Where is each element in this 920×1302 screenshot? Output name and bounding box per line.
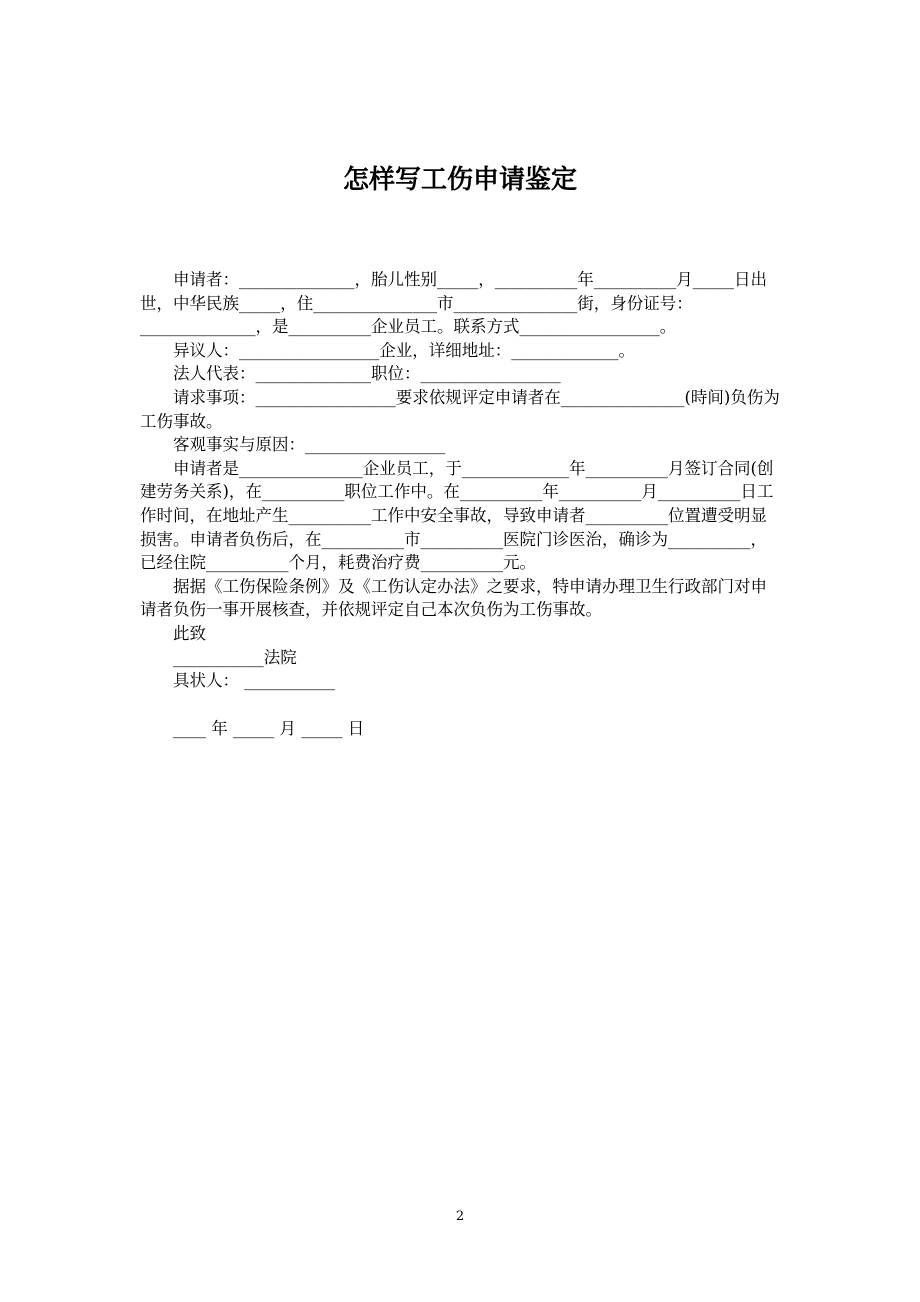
document-title: 怎样写工伤申请鉴定 bbox=[342, 165, 577, 195]
applicant-paragraph: 申请者：______________，胎儿性别_____，__________年__________月_____日出世，中华民族_____，住_______________市_______________街，身份证号：______________，是__________企业员工。联系方式_________________。 bbox=[140, 270, 767, 337]
facts-heading: 客观事实与原因：_________________ bbox=[173, 435, 446, 455]
page-number: 2 bbox=[455, 1209, 465, 1224]
closing-line: 此致 bbox=[173, 623, 206, 643]
respondent-paragraph: 异议人：_________________企业，详细地址：_____________。 bbox=[173, 340, 635, 360]
facts-paragraph: 申请者是_______________企业员工，于_____________年__________月签订合同(创建劳务关系)，在__________职位工作中。在__________年__________月__________日工作时间，在地址产生__________工作中安全事故，导致申请者__________位置遭受明显损害。申请者负伤后，在__________市__________医院门诊医治，确诊为__________，已经住院__________个月，耗费治疗费__________元。 bbox=[140, 458, 774, 573]
spacer bbox=[140, 693, 780, 717]
document-body bbox=[140, 268, 780, 740]
basis-paragraph: 据据《工伤保险条例》及《工伤认定办法》之要求，特申请办理卫生行政部门对申请者负伤一事开展核查，并依规评定自己本次负伤为工伤事故。 bbox=[140, 576, 767, 620]
legal-representative-paragraph: 法人代表：______________职位：_________________ bbox=[173, 364, 561, 384]
date-line: ____ 年 _____ 月 _____ 日 bbox=[173, 718, 365, 738]
court-line: ___________法院 bbox=[173, 647, 297, 667]
request-paragraph: 请求事项：_________________要求依规评定申请者在_______________(時间)负伤为工伤事故。 bbox=[140, 387, 780, 431]
signer-line: 具状人： ___________ bbox=[173, 671, 335, 691]
